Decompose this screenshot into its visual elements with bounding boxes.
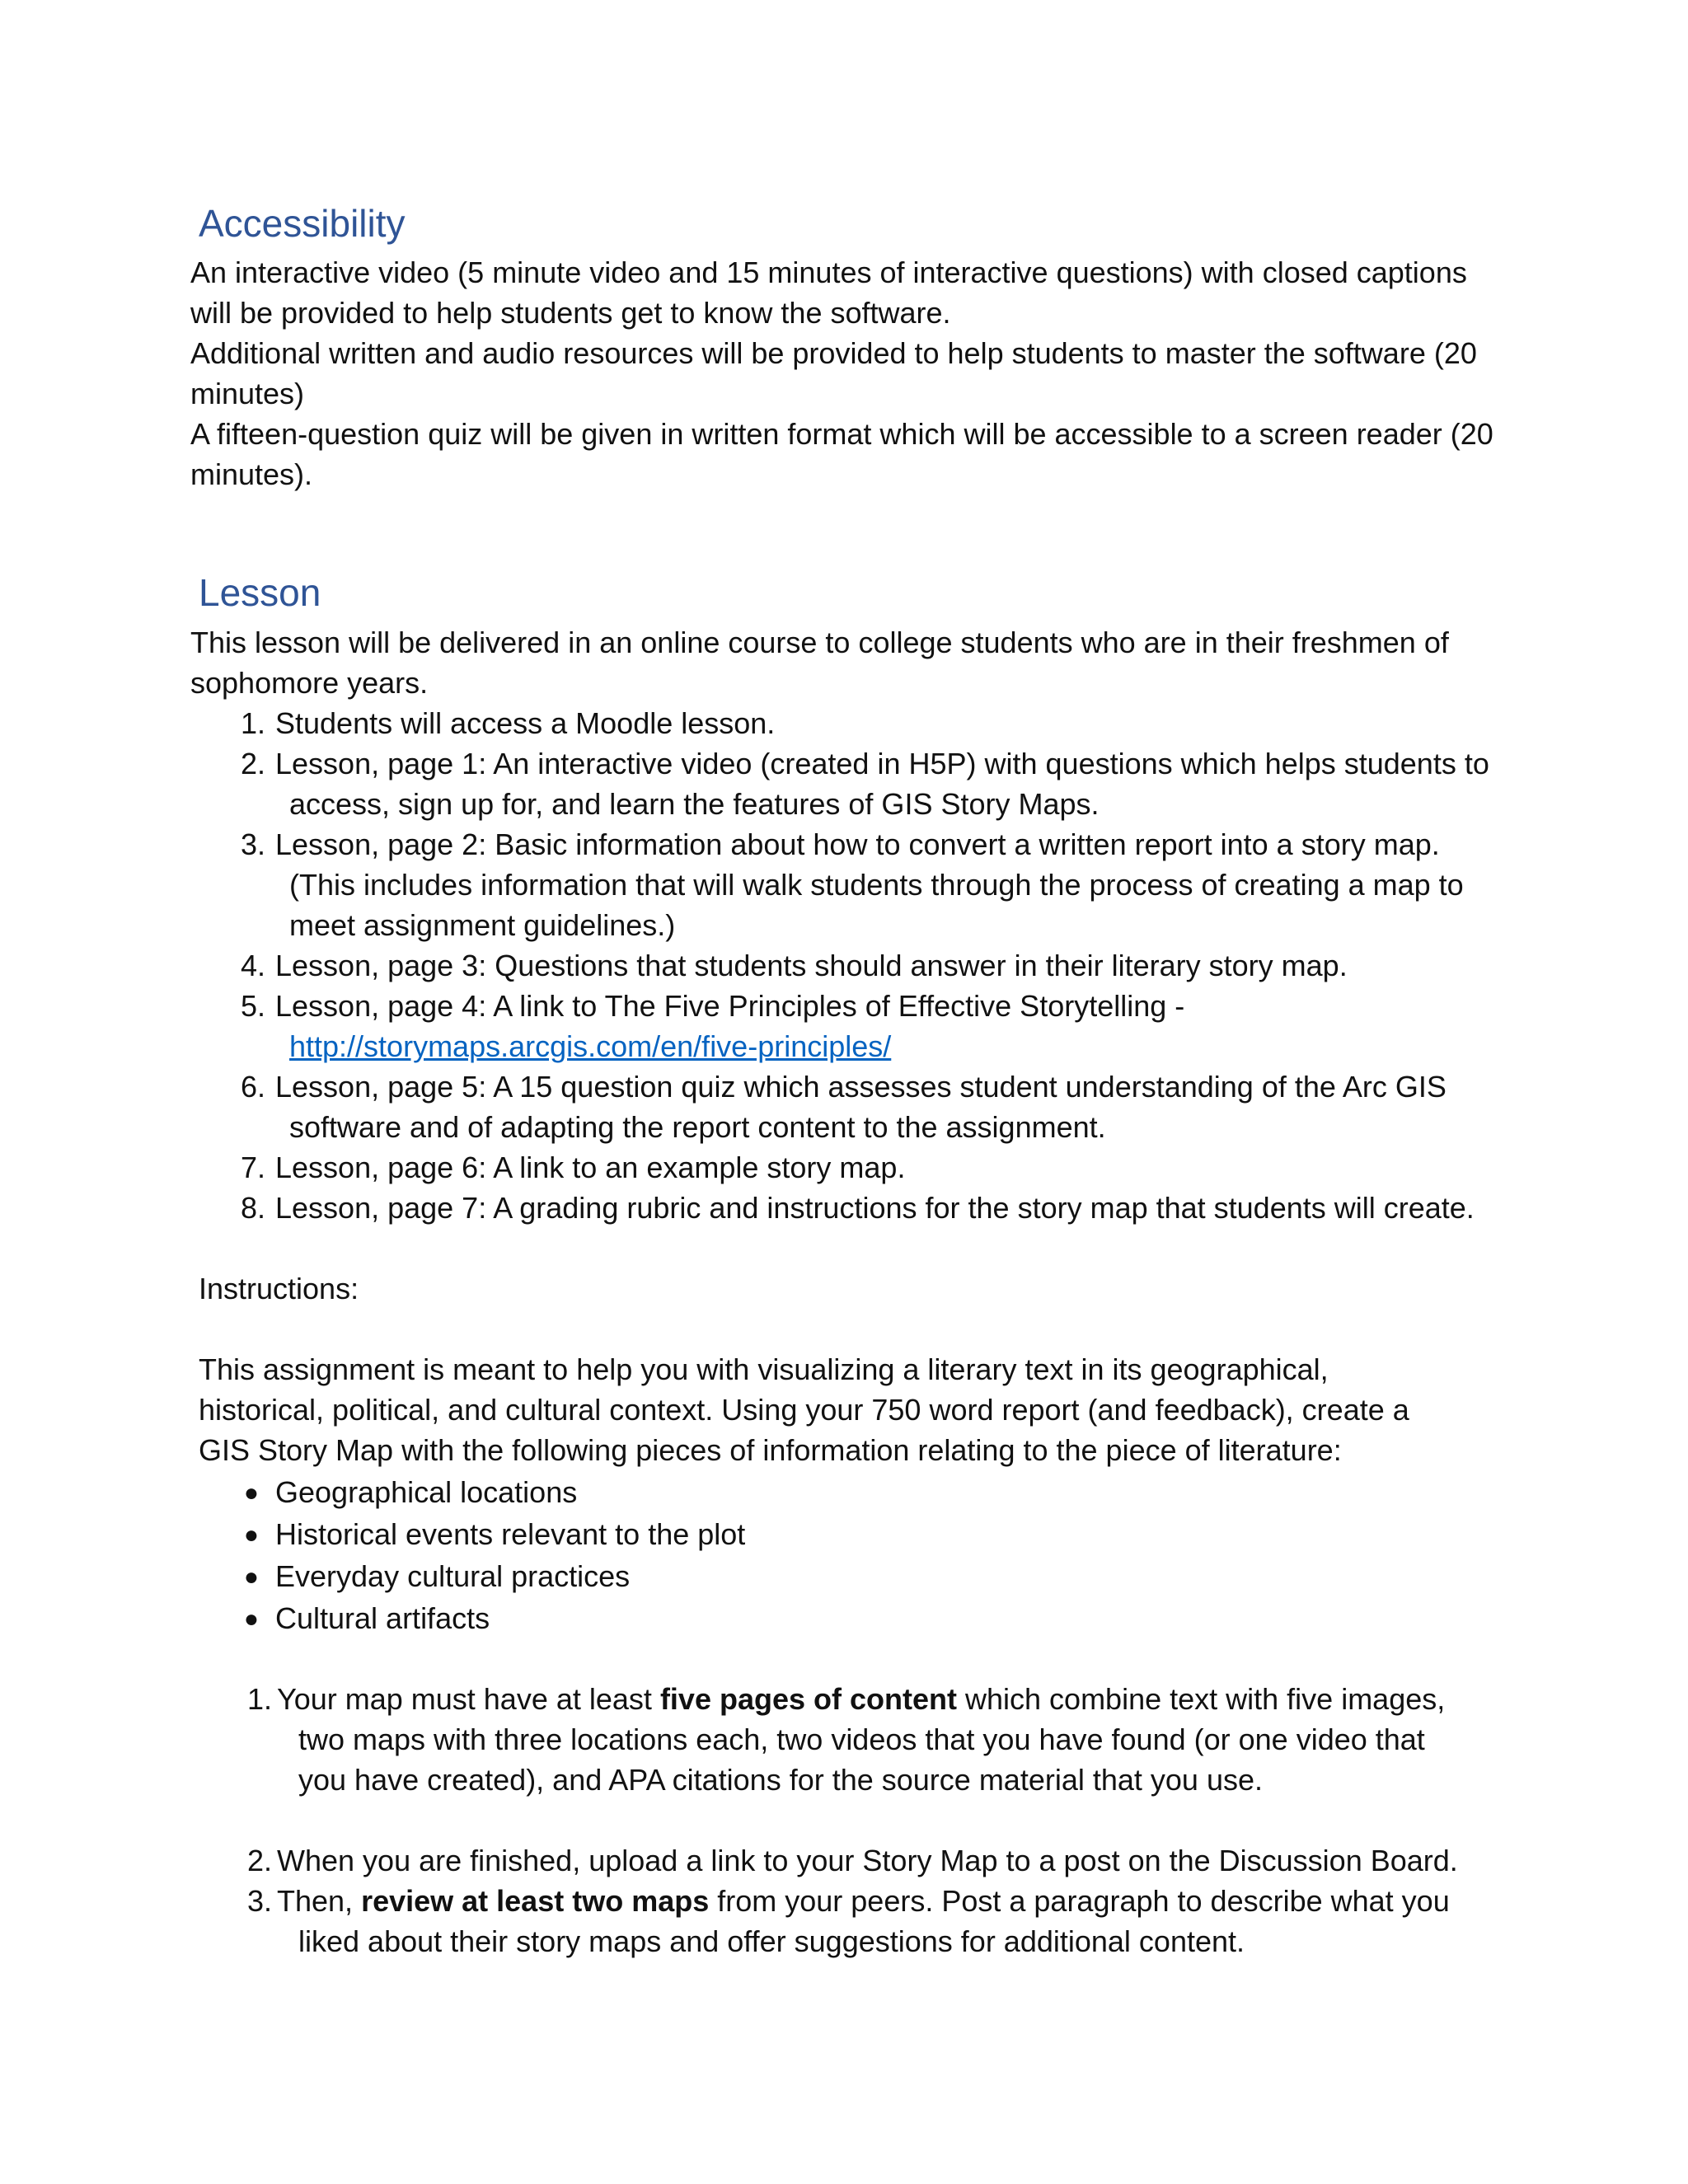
accessibility-line: Additional written and audio resources will be provided to help students to master the software (20 <box>190 336 1477 370</box>
instruction-item-3-line: liked about their story maps and offer suggestions for additional content. <box>298 1924 1245 1958</box>
bullet-item: Geographical locations <box>275 1475 578 1509</box>
accessibility-line: A fifteen-question quiz will be given in written format which will be accessible to a screen reader (20 <box>190 417 1493 451</box>
step-text: Students will access a Moodle lesson. <box>275 706 776 740</box>
step-number: 1. <box>240 706 265 740</box>
bullet-item: Cultural artifacts <box>275 1601 490 1635</box>
accessibility-line: minutes) <box>190 377 305 410</box>
step-number: 6. <box>240 1070 265 1104</box>
lesson-heading: Lesson <box>199 571 321 614</box>
step-number: 7. <box>240 1151 265 1184</box>
instructions-intro-line: GIS Story Map with the following pieces of information relating to the piece of literature: <box>199 1433 1342 1467</box>
instructions-intro-line: This assignment is meant to help you with visualizing a literary text in its geographical, <box>199 1352 1329 1386</box>
instruction-number: 3. <box>246 1884 272 1918</box>
instruction-item-3: Then, review at least two maps from your peers. Post a paragraph to describe what you <box>277 1884 1450 1918</box>
step-text: access, sign up for, and learn the features of GIS Story Maps. <box>289 787 1100 821</box>
accessibility-line: minutes). <box>190 457 313 491</box>
five-principles-link[interactable]: http://storymaps.arcgis.com/en/five-principles/ <box>289 1029 892 1063</box>
instruction-item-1: Your map must have at least five pages of content which combine text with five images, <box>277 1682 1446 1716</box>
step-text: Lesson, page 3: Questions that students should answer in their literary story map. <box>275 949 1348 982</box>
emphasis: five pages of content <box>659 1682 957 1716</box>
instructions-intro-line: historical, political, and cultural context. Using your 750 word report (and feedback), create a <box>199 1393 1409 1427</box>
five-principles-link-line <box>289 1026 891 1066</box>
step-text: Lesson, page 1: An interactive video (created in H5P) with questions which helps students to <box>275 747 1489 780</box>
step-text: (This includes information that will walk students through the process of creating a map to <box>289 868 1464 902</box>
lesson-intro-line: This lesson will be delivered in an online course to college students who are in their freshmen of <box>190 626 1449 659</box>
bullet-icon: ● <box>243 1521 259 1549</box>
instruction-number: 1. <box>246 1682 272 1716</box>
step-number: 3. <box>240 827 265 861</box>
bullet-item: Everyday cultural practices <box>275 1559 631 1593</box>
step-text: Lesson, page 6: A link to an example story map. <box>275 1151 906 1184</box>
emphasis: review at least two maps <box>361 1884 710 1918</box>
accessibility-line: An interactive video (5 minute video and 15 minutes of interactive questions) with closed captions <box>190 255 1467 289</box>
lesson-intro-line: sophomore years. <box>190 666 429 700</box>
bullet-icon: ● <box>243 1479 259 1507</box>
accessibility-line: will be provided to help students get to know the software. <box>190 296 951 330</box>
bullet-icon: ● <box>243 1605 259 1633</box>
instruction-item-1-line: you have created), and APA citations for the source material that you use. <box>298 1763 1263 1797</box>
step-number: 4. <box>240 949 265 982</box>
step-text: Lesson, page 2: Basic information about how to convert a written report into a story map. <box>275 827 1440 861</box>
accessibility-heading: Accessibility <box>199 202 406 245</box>
bullet-item: Historical events relevant to the plot <box>275 1517 746 1551</box>
step-text: Lesson, page 5: A 15 question quiz which assesses student understanding of the Arc GIS <box>275 1070 1447 1104</box>
instruction-item-1-line: two maps with three locations each, two videos that you have found (or one video that <box>298 1722 1425 1756</box>
step-number: 8. <box>240 1191 265 1225</box>
instructions-label: Instructions: <box>199 1272 359 1305</box>
step-text: meet assignment guidelines.) <box>289 908 676 942</box>
step-text: Lesson, page 7: A grading rubric and instructions for the story map that students will create. <box>275 1191 1475 1225</box>
bullet-icon: ● <box>243 1563 259 1591</box>
step-text: Lesson, page 4: A link to The Five Principles of Effective Storytelling - <box>275 989 1185 1023</box>
step-text: software and of adapting the report content to the assignment. <box>289 1110 1106 1144</box>
step-number: 5. <box>240 989 265 1023</box>
instruction-number: 2. <box>246 1844 272 1877</box>
instruction-item-2: When you are finished, upload a link to your Story Map to a post on the Discussion Board. <box>277 1844 1458 1877</box>
step-number: 2. <box>240 747 265 780</box>
